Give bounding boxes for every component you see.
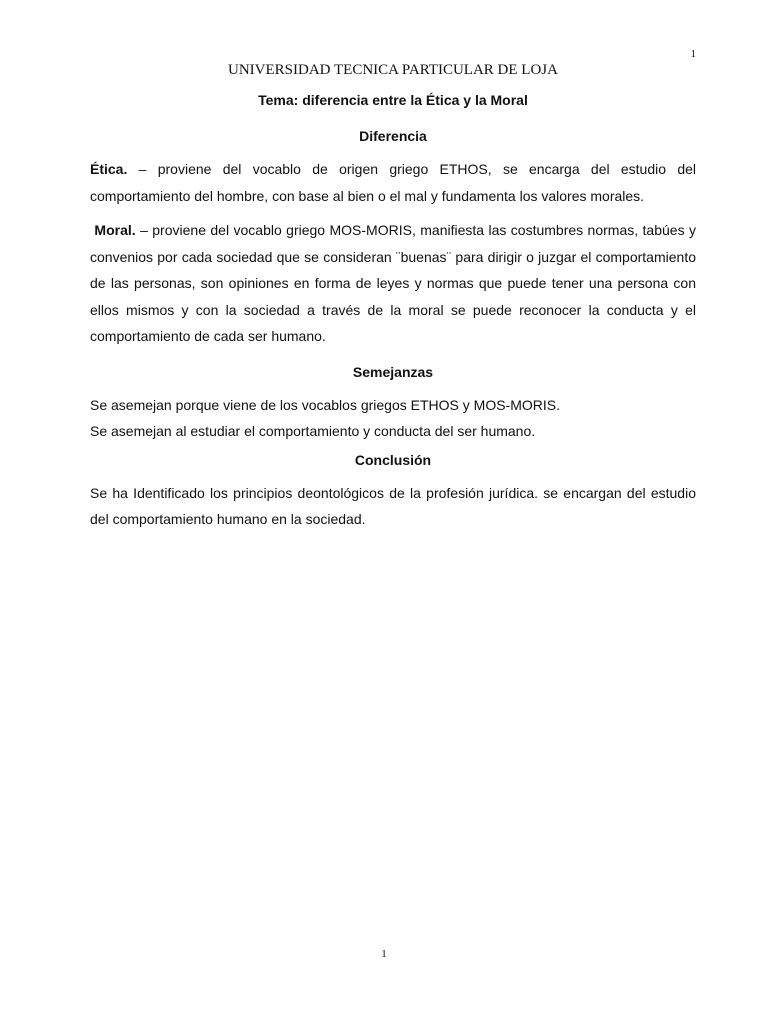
page-number-header: 1: [690, 48, 696, 60]
section-heading-semejanzas: Semejanzas: [352, 363, 434, 380]
term-moral: Moral.: [94, 222, 136, 238]
paragraph-etica: [90, 156, 696, 209]
document-body: [90, 60, 696, 533]
section-heading-diferencia: Diferencia: [359, 128, 427, 144]
similarity-line: Se asemejan porque viene de los vocablos griegos ETHOS y MOS-MORIS.: [90, 396, 560, 413]
similarity-line: Se asemejan al estudiar el comportamiento y conducta del ser humano.: [90, 422, 536, 439]
page-number-footer: 1: [381, 948, 387, 960]
term-etica: Ética.: [90, 161, 128, 177]
section-heading-conclusion: Conclusión: [354, 451, 432, 468]
paragraph-conclusion: Se ha Identificado los principios deontológicos de la profesión jurídica. se encargan del estudio del comportamiento humano en la sociedad.: [90, 484, 696, 527]
topic-heading: Tema: diferencia entre la Ética y la Moral: [258, 92, 528, 108]
definition-etica: – proviene del vocablo de origen griego ETHOS, se encarga del estudio del comportamiento del hombre, con base al bien o el mal y fundamenta los valores morales.: [90, 161, 696, 204]
definition-moral: – proviene del vocablo griego MOS-MORIS, manifiesta las costumbres normas, tabúes y convenios por cada sociedad que se consideran ¨buenas¨ para dirigir o juzgar el comportamiento de las personas, son opiniones en forma de leyes y normas que puede tener una persona con ellos mismos y con la sociedad a través de la moral se puede reconocer la conducta y el comportamiento de cada ser humano.: [90, 222, 696, 344]
paragraph-moral: [90, 217, 696, 350]
university-title: UNIVERSIDAD TECNICA PARTICULAR DE LOJA: [228, 62, 558, 78]
